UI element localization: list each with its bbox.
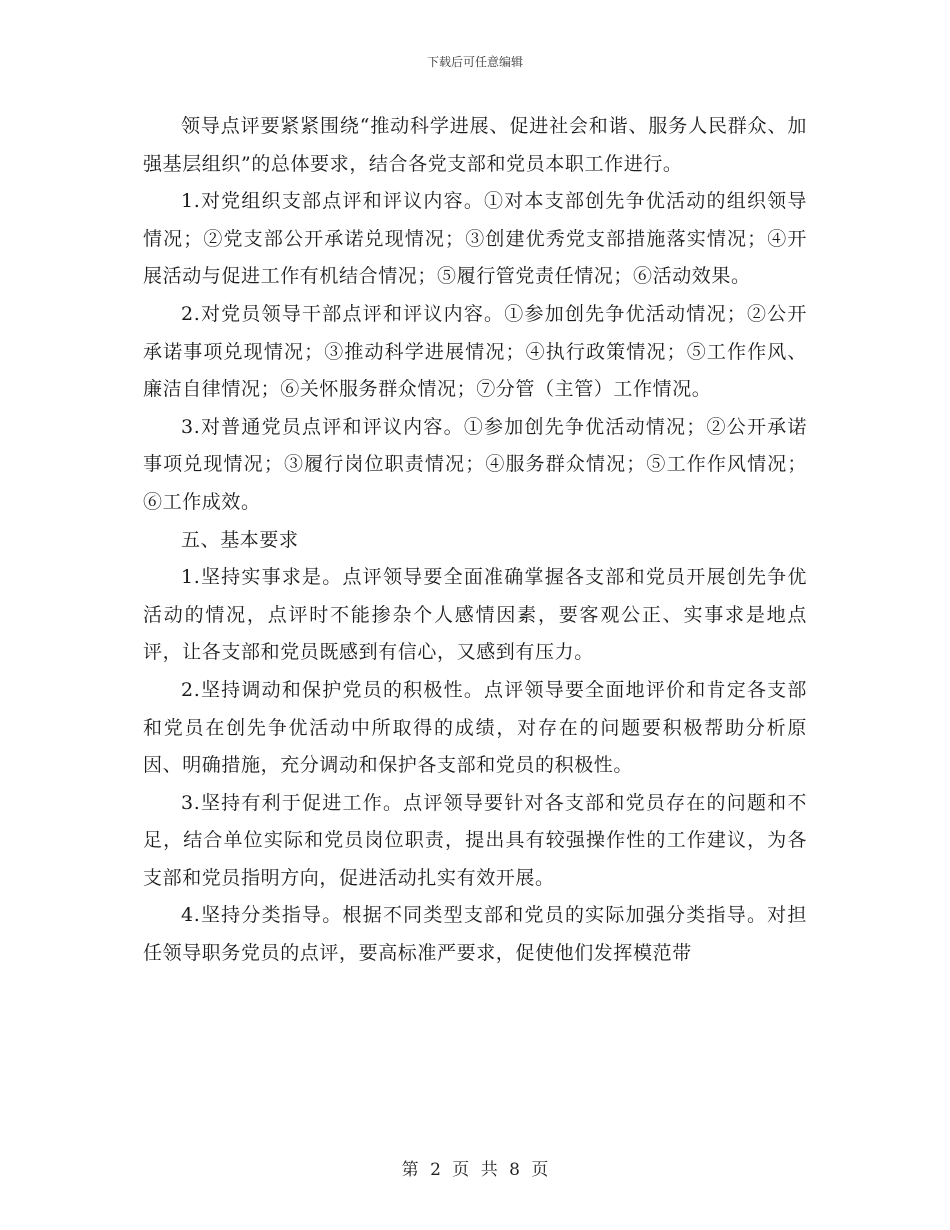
document-body [143, 108, 807, 973]
section-heading: 五、基本要求 [181, 528, 299, 551]
paragraph-item-2: 2.对党员领导干部点评和评议内容。①参加创先争优活动情况；②公开承诺事项兑现情况；③推动科学进展情况；④执行政策情况；⑤工作作风、廉洁自律情况；⑥关怀服务群众情况；⑦分管（主管）工作情况。 [143, 302, 807, 401]
paragraph-requirement-3: 3.坚持有利于促进工作。点评领导要针对各支部和党员存在的问题和不足，结合单位实际和党员岗位职责，提出具有较强操作性的工作建议，为各支部和党员指明方向，促进活动扎实有效开展。 [143, 791, 807, 889]
paragraph-requirement-1: 1.坚持实事求是。点评领导要全面准确掌握各支部和党员开展创先争优活动的情况，点评时不能掺杂个人感情因素，要客观公正、实事求是地点评，让各支部和党员既感到有信心，又感到有压力。 [143, 566, 807, 664]
page-header: 下载后可任意编辑 [426, 55, 523, 69]
paragraph-item-3: 3.对普通党员点评和评议内容。①参加创先争优活动情况；②公开承诺事项兑现情况；③履行岗位职责情况；④服务群众情况；⑤工作作风情况；⑥工作成效。 [143, 415, 807, 513]
paragraph-item-1: 1.对党组织支部点评和评议内容。①对本支部创先争优活动的组织领导情况；②党支部公开承诺兑现情况；③创建优秀党支部措施落实情况；④开展活动与促进工作有机结合情况；⑤履行管党责任情况；⑥活动效果。 [143, 190, 807, 288]
paragraph-requirement-4: 4.坚持分类指导。根据不同类型支部和党员的实际加强分类指导。对担任领导职务党员的点评，要高标准严要求，促使他们发挥模范带 [143, 904, 807, 965]
paragraph-intro: 领导点评要紧紧围绕“推动科学进展、促进社会和谐、服务人民群众、加强基层组织”的总体要求，结合各党支部和党员本职工作进行。 [143, 115, 807, 175]
paragraph-requirement-2: 2.坚持调动和保护党员的积极性。点评领导要全面地评价和肯定各支部和党员在创先争优活动中所取得的成绩，对存在的问题要积极帮助分析原因、明确措施，充分调动和保护各支部和党员的积极性。 [143, 678, 807, 777]
page-footer: 第 2 页 共 8 页 [401, 1160, 549, 1180]
